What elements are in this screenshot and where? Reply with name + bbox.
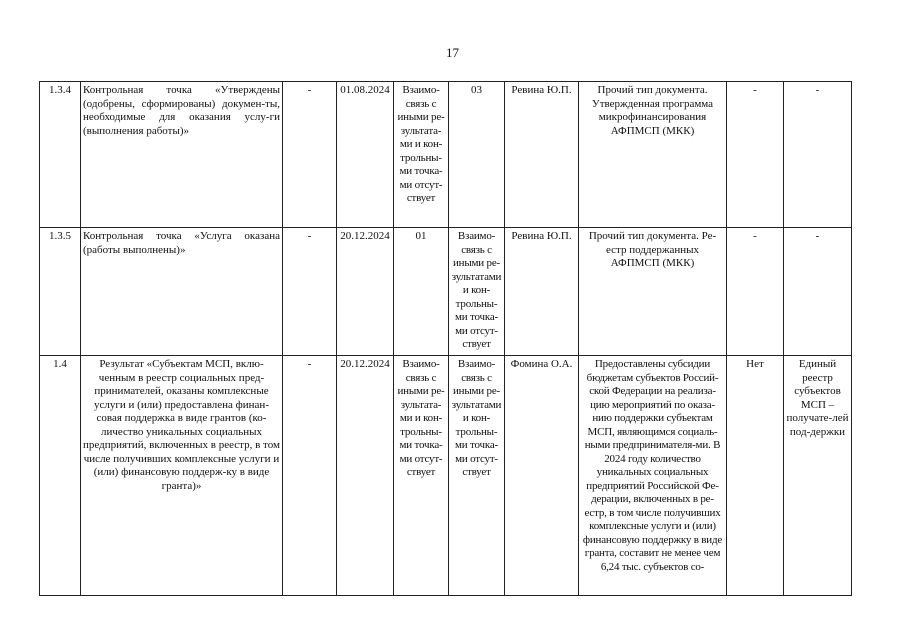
row-number: 1.3.4 — [40, 82, 81, 228]
cell-col6: Взаимо-связь с иными ре-зультатами и кон-трольны-ми точка-ми отсут-ствует — [449, 228, 505, 356]
row-number: 1.4 — [40, 356, 81, 596]
row-document: Прочий тип документа. Утвержденная программа микрофинансирования АФПМСП (МКК) — [579, 82, 727, 228]
cell-col9: - — [727, 82, 784, 228]
page-number: 17 — [446, 45, 459, 60]
row-date: 20.12.2024 — [337, 228, 394, 356]
cell-col5: Взаимо-связь с иными ре-зультата-ми и кон-трольны-ми точка-ми отсут-ствует — [394, 82, 449, 228]
cell-col3: - — [283, 228, 337, 356]
row-title: Контрольная точка «Услуга оказана (работы выполнены)» — [81, 228, 283, 356]
row-responsible: Фомина О.А. — [505, 356, 579, 596]
row-date: 01.08.2024 — [337, 82, 394, 228]
cell-col5: 01 — [394, 228, 449, 356]
table-row — [40, 356, 852, 596]
cell-col3: - — [283, 82, 337, 228]
cell-col3: - — [283, 356, 337, 596]
row-number: 1.3.5 — [40, 228, 81, 356]
row-responsible: Ревина Ю.П. — [505, 82, 579, 228]
row-title: Контрольная точка «Утверждены (одобрены, сформированы) докумен-ты, необходимые для оказания услу-ги (выполнения работы)» — [81, 82, 283, 228]
row-document: Предоставлены субсидии бюджетам субъектов Россий-ской Федерации на реализа-цию мероприятий по оказа-нию поддержки субъектам МСП, являющимся социаль-ными предпринимателя-ми. В 2024 году количество уникальных социальных предприятий Российской Фе-дерации, включенных в ре-естр, в том числе получивших комплексные услуги и (или) финансовую поддержку в виде гранта, составит не менее чем 6,24 тыс. субъектов со- — [579, 356, 727, 596]
cell-col10: Единый реестр субъектов МСП – получате-лей под-держки — [784, 356, 852, 596]
cell-col9: Нет — [727, 356, 784, 596]
row-title: Результат «Субъектам МСП, вклю-ченным в реестр социальных пред-принимателей, оказаны комплексные услуги и (или) предоставлена финан-совая поддержка в виде грантов (ко-личество уникальных социальных предприятий, включенных в реестр, в том числе получивших комплексные услуги и (или) финансовую поддерж-ку в виде гранта)» — [81, 356, 283, 596]
table-row — [40, 82, 852, 228]
control-points-table — [39, 81, 852, 596]
cell-col10: - — [784, 228, 852, 356]
row-responsible: Ревина Ю.П. — [505, 228, 579, 356]
cell-col5: Взаимо-связь с иными ре-зультата-ми и кон-трольны-ми точка-ми отсут-ствует — [394, 356, 449, 596]
cell-col9: - — [727, 228, 784, 356]
row-document: Прочий тип документа. Ре-естр поддержанных АФПМСП (МКК) — [579, 228, 727, 356]
cell-col6: 03 — [449, 82, 505, 228]
cell-col10: - — [784, 82, 852, 228]
table-row — [40, 228, 852, 356]
cell-col6: Взаимо-связь с иными ре-зультатами и кон-трольны-ми точка-ми отсут-ствует — [449, 356, 505, 596]
row-date: 20.12.2024 — [337, 356, 394, 596]
